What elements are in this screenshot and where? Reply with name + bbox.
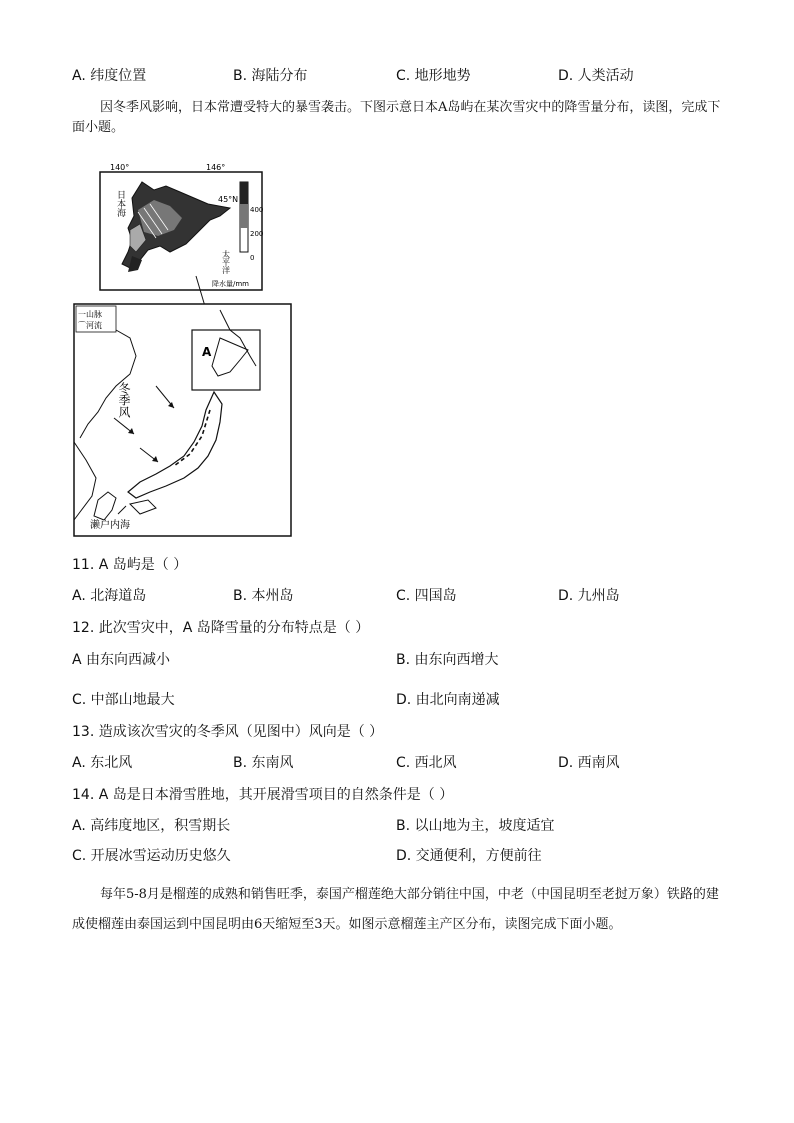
q14-option-a: A. 高纬度地区，积雪期长 bbox=[72, 818, 231, 834]
q11-stem: 11. A 岛屿是（ ） bbox=[72, 557, 188, 573]
scale-400: 400 bbox=[250, 206, 264, 214]
q13-option-d: D. 西南风 bbox=[558, 755, 620, 771]
q13-stem: 13. 造成该次雪灾的冬季风（见图中）风向是（ ） bbox=[72, 724, 384, 740]
seto-inland-sea: 濑户内海 bbox=[90, 520, 130, 531]
q12-option-b: B. 由东向西增大 bbox=[396, 652, 499, 668]
q14-stem: 14. A 岛是日本滑雪胜地，其开展滑雪项目的自然条件是（ ） bbox=[72, 787, 454, 803]
legend-mountain: 一山脉 bbox=[78, 310, 102, 319]
q10-option-b: B. 海陆分布 bbox=[233, 68, 308, 84]
passage-snow: 因冬季风影响，日本常遭受特大的暴雪袭击。下图示意日本A岛屿在某次雪灾中的降雪量分布，读图，完成下面小题。 bbox=[72, 100, 721, 135]
main-map-frame bbox=[74, 304, 291, 536]
q11-option-b: B. 本州岛 bbox=[233, 588, 294, 604]
q12-option-c: C. 中部山地最大 bbox=[72, 692, 175, 708]
q11-option-c: C. 四国岛 bbox=[396, 588, 457, 604]
q14-option-d: D. 交通便利，方便前往 bbox=[396, 848, 542, 864]
scale-unit: 降水量/mm bbox=[212, 280, 249, 288]
q11-option-d: D. 九州岛 bbox=[558, 588, 620, 604]
q12-stem: 12. 此次雪灾中，A 岛降雪量的分布特点是（ ） bbox=[72, 620, 370, 636]
q11-option-a: A. 北海道岛 bbox=[72, 588, 147, 604]
q10-option-a: A. 纬度位置 bbox=[72, 68, 147, 84]
japan-snow-map bbox=[70, 160, 296, 548]
q13-option-b: B. 东南风 bbox=[233, 755, 294, 771]
q10-option-d: D. 人类活动 bbox=[558, 68, 634, 84]
q13-option-a: A. 东北风 bbox=[72, 755, 133, 771]
inset-lat: 45°N bbox=[218, 195, 239, 204]
label-a: A bbox=[202, 345, 212, 359]
q12-option-a: A 由东向西减小 bbox=[72, 652, 171, 668]
inset-ocean-label: 太平洋 bbox=[221, 250, 231, 274]
inset-lon2: 146° bbox=[206, 163, 226, 172]
inset-sea-label: 日本海 bbox=[115, 190, 125, 217]
scale-200: 200 bbox=[250, 230, 264, 238]
passage-durian: 每年5-8月是榴莲的成熟和销售旺季，泰国产榴莲绝大部分销往中国，中老（中国昆明至老挝万象）铁路的建成使榴莲由泰国运到中国昆明由6天缩短至3天。如图示意榴莲主产区分布，读图完成下面小题。 bbox=[72, 887, 719, 932]
winter-wind-label: 冬季风 bbox=[117, 382, 131, 418]
q14-option-c: C. 开展冰雪运动历史悠久 bbox=[72, 848, 231, 864]
legend-river: ⌒河流 bbox=[78, 321, 102, 330]
q10-option-c: C. 地形地势 bbox=[396, 68, 471, 84]
q14-option-b: B. 以山地为主，坡度适宜 bbox=[396, 818, 555, 834]
inset-lon1: 140° bbox=[110, 163, 130, 172]
q13-option-c: C. 西北风 bbox=[396, 755, 457, 771]
q12-option-d: D. 由北向南递减 bbox=[396, 692, 500, 708]
scale-0: 0 bbox=[250, 254, 255, 262]
